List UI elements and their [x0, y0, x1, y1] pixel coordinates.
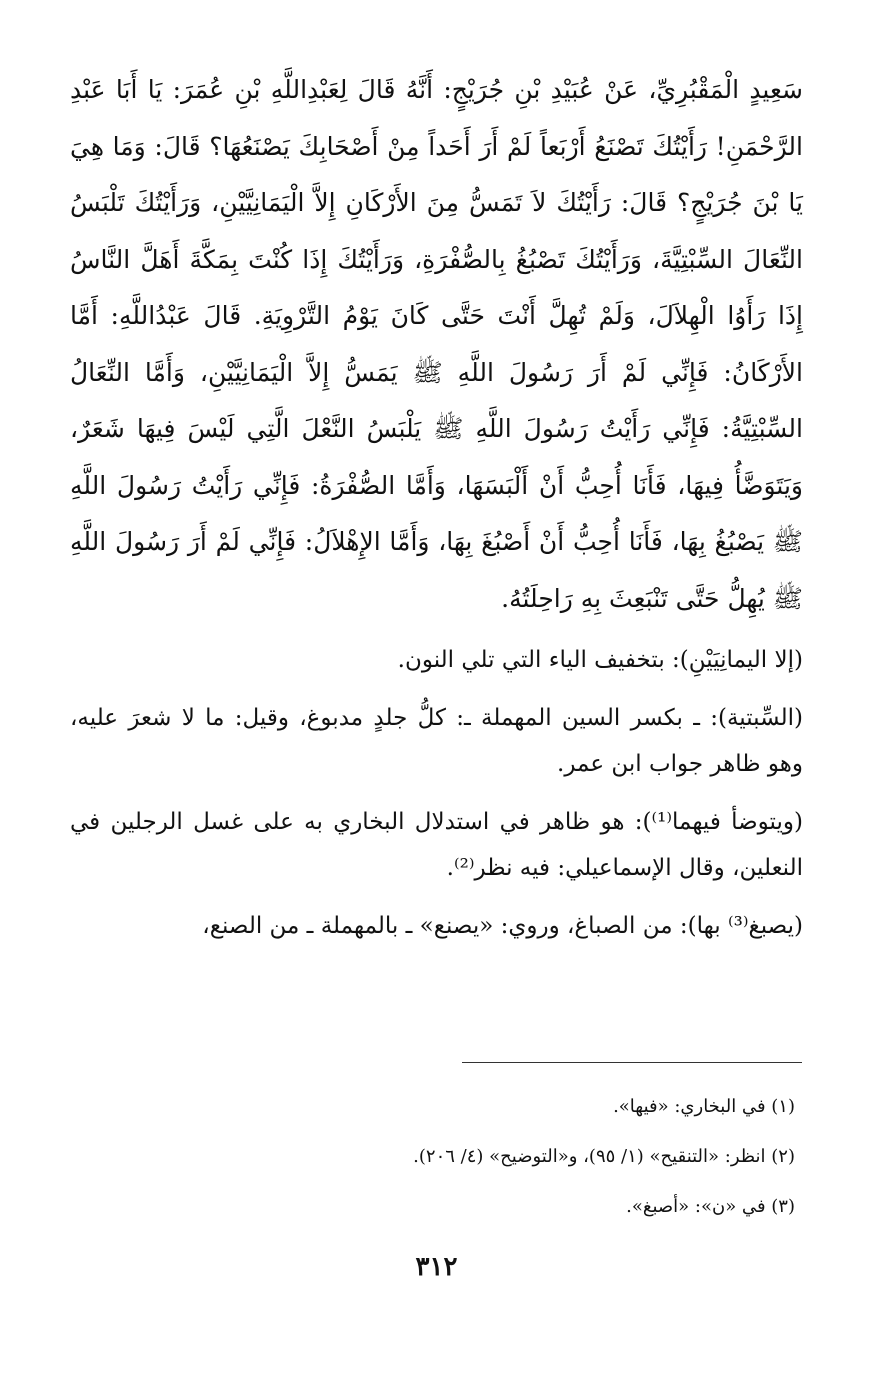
hadith-text: سَعِيدٍ الْمَقْبُرِيِّ، عَنْ عُبَيْدِ بْنِ جُرَيْجٍ: أَنَّهُ قَالَ لِعَبْدِاللَّهِ بْنِ عُمَرَ: يَا أَبَا عَبْدِ الرَّحْمَنِ! رَأَيْتُكَ تَصْنَعُ أَرْبَعاً لَمْ أَرَ أَحَداً مِنْ أَصْحَابِكَ يَصْنَعُهَا؟ قَالَ: وَمَا هِيَ يَا بْنَ جُرَيْجٍ؟ قَالَ: رَأَيْتُكَ لاَ تَمَسُّ مِنَ الأَرْكَانِ إِلاَّ الْيَمَانِيَّيْنِ، وَرَأَيْتُكَ تَلْبَسُ النِّعَالَ السِّبْتِيَّةَ، وَرَأَيْتُكَ تَصْبُغُ بِالصُّفْرَةِ، وَرَأَيْتُكَ إِذَا كُنْتَ بِمَكَّةَ أَهَلَّ النَّاسُ إِذَا رَأَوُا الْهِلاَلَ، وَلَمْ تُهِلَّ أَنْتَ حَتَّى كَانَ يَوْمُ التَّرْوِيَةِ. قَالَ عَبْدُاللَّهِ: أَمَّا الأَرْكَانُ: فَإِنِّي لَمْ أَرَ رَسُولَ اللَّهِ ﷺ يَمَسُّ إِلاَّ الْيَمَانِيَّيْنِ، وَأَمَّا النِّعَالُ السِّبْتِيَّةُ: فَإِنِّي رَأَيْتُ رَسُولَ اللَّهِ ﷺ يَلْبَسُ النَّعْلَ الَّتِي لَيْسَ فِيهَا شَعَرٌ، وَيَتَوَضَّأُ فِيهَا، فَأَنَا أُحِبُّ أَنْ أَلْبَسَهَا، وَأَمَّا الصُّفْرَةُ: فَإِنِّي رَأَيْتُ رَسُولَ اللَّهِ ﷺ يَصْبُغُ بِهَا، فَأَنَا أُحِبُّ أَنْ أَصْبُغَ بِهَا، وَأَمَّا الإِهْلاَلُ: فَإِنِّي لَمْ أَرَ رَسُولَ اللَّهِ ﷺ يُهِلُّ حَتَّى تَنْبَعِثَ بِهِ رَاحِلَتُهُ.: [70, 75, 803, 613]
footnote-item: (١) في البخاري: «فيها».: [613, 1096, 795, 1117]
footnote-item: (٢) انظر: «التنقيح» (١/ ٩٥)، و«التوضيح» (٤/ ٢٠٦).: [413, 1146, 795, 1167]
commentary-paragraph: (إلا اليمانِيَيْنِ): بتخفيف الياء التي تلي النون.: [397, 647, 803, 673]
commentary-paragraph: (ويتوضأ فيهما⁽¹⁾): هو ظاهر في استدلال البخاري به على غسل الرجلين في النعلين، وقال الإسماعيلي: فيه نظر⁽²⁾.: [70, 809, 803, 881]
commentary-paragraph: (السِّبتية): ـ بكسر السين المهملة ـ: كلُّ جلدٍ مدبوغ، وقيل: ما لا شعرَ عليه، وهو ظاهر جواب ابن عمر.: [70, 705, 803, 777]
footnote-divider: [462, 1062, 802, 1063]
commentary-paragraph: (يصبغ⁽³⁾ بها): من الصباغ، وروي: «يصنع» ـ بالمهملة ـ من الصنع،: [202, 913, 803, 939]
page-body: [70, 62, 803, 961]
footnotes: [70, 1082, 803, 1232]
page-number: ٣١٢: [415, 1252, 458, 1282]
footnote-item: (٣) في «ن»: «أصبغ».: [626, 1196, 795, 1217]
